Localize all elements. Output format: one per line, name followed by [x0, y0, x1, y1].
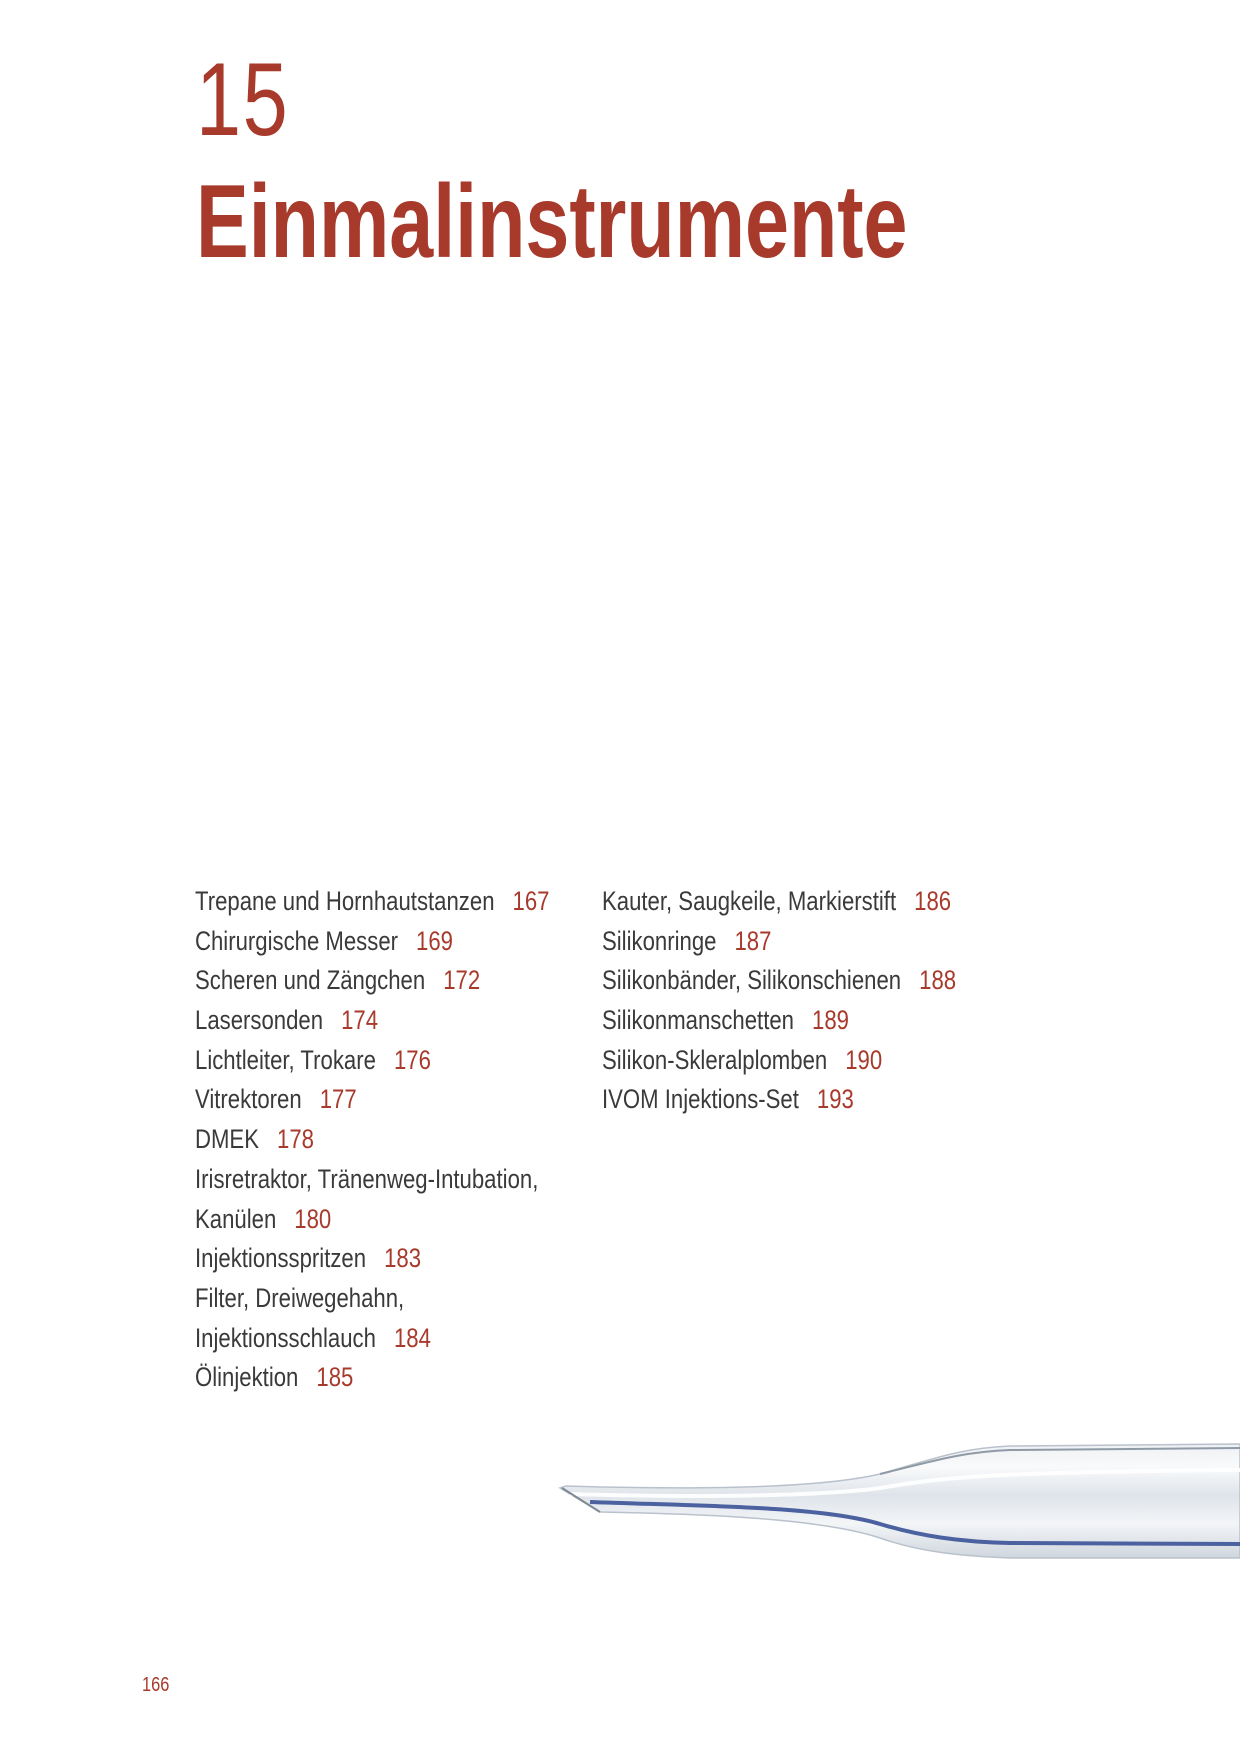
toc-item[interactable] — [195, 1084, 550, 1124]
toc-item[interactable] — [195, 1323, 550, 1363]
toc-left-column — [195, 886, 627, 1402]
toc-item[interactable] — [195, 1045, 550, 1085]
toc-item-label: Ölinjektion — [195, 1362, 299, 1393]
chapter-title: Einmalinstrumente — [196, 164, 908, 280]
toc-item-label: Injektionsschlauch — [195, 1322, 376, 1353]
toc-item-page: 174 — [341, 1005, 379, 1036]
toc-item[interactable] — [195, 1283, 550, 1323]
toc-item-page: 189 — [812, 1005, 849, 1036]
toc-item-page: 187 — [734, 925, 772, 956]
toc-item-page: 167 — [512, 886, 550, 916]
toc-item-page: 190 — [845, 1044, 883, 1075]
toc-item[interactable] — [195, 926, 550, 966]
toc-right-column — [602, 886, 1034, 1124]
toc-item[interactable] — [195, 886, 550, 926]
toc-item-label: Lasersonden — [195, 1005, 324, 1036]
toc-item-label: Silikonbänder, Silikonschienen — [602, 965, 902, 996]
toc-item-label: Silikonmanschetten — [602, 1005, 794, 1036]
toc-item-label: Silikonringe — [602, 925, 717, 956]
toc-item-label: Injektionsspritzen — [195, 1243, 367, 1274]
toc-item-page: 176 — [393, 1044, 431, 1075]
toc-item[interactable] — [602, 1084, 956, 1124]
toc-item[interactable] — [195, 965, 550, 1005]
toc-item-page: 188 — [919, 965, 957, 996]
toc-item-page: 184 — [393, 1322, 431, 1353]
toc-item-page: 178 — [277, 1124, 314, 1155]
toc-item-page: 186 — [914, 886, 952, 916]
toc-item[interactable] — [195, 1005, 550, 1045]
toc-item[interactable] — [602, 1045, 956, 1085]
toc-item-page: 185 — [316, 1362, 354, 1393]
toc-item[interactable] — [195, 1362, 550, 1402]
toc-item-label: DMEK — [195, 1124, 259, 1155]
toc-item-label: Vitrektoren — [195, 1084, 302, 1115]
toc-item-page: 183 — [384, 1243, 422, 1274]
toc-item-label: Scheren und Zängchen — [195, 965, 426, 996]
toc-item-page: 193 — [816, 1084, 854, 1115]
page-number: 166 — [142, 1674, 170, 1696]
toc-item[interactable] — [602, 965, 956, 1005]
toc-item-label: Irisretraktor, Tränenweg-Intubation, — [195, 1163, 539, 1194]
toc-item[interactable] — [195, 1124, 550, 1164]
toc-item-label: Silikon-Skleralplomben — [602, 1044, 828, 1075]
toc-item-label: Filter, Dreiwegehahn, — [195, 1282, 405, 1313]
toc-item-label: Lichtleiter, Trokare — [195, 1044, 376, 1075]
toc-item[interactable] — [195, 1164, 550, 1204]
toc-item-page: 172 — [443, 965, 481, 996]
toc-item-label: Kauter, Saugkeile, Markierstift — [602, 886, 897, 916]
chapter-number: 15 — [196, 42, 290, 158]
toc-item[interactable] — [195, 1204, 550, 1244]
toc-item[interactable] — [602, 1005, 956, 1045]
toc-item-label: Chirurgische Messer — [195, 925, 399, 956]
toc-item[interactable] — [602, 926, 956, 966]
toc-item-label: IVOM Injektions-Set — [602, 1084, 799, 1115]
toc-item-page: 177 — [319, 1084, 357, 1115]
toc-item[interactable] — [602, 886, 956, 926]
toc-item-page: 180 — [294, 1203, 332, 1234]
toc-item[interactable] — [195, 1243, 550, 1283]
toc-item-label: Kanülen — [195, 1203, 277, 1234]
toc-item-label: Trepane und Hornhautstanzen — [195, 886, 495, 916]
toc-item-page: 169 — [416, 925, 454, 956]
